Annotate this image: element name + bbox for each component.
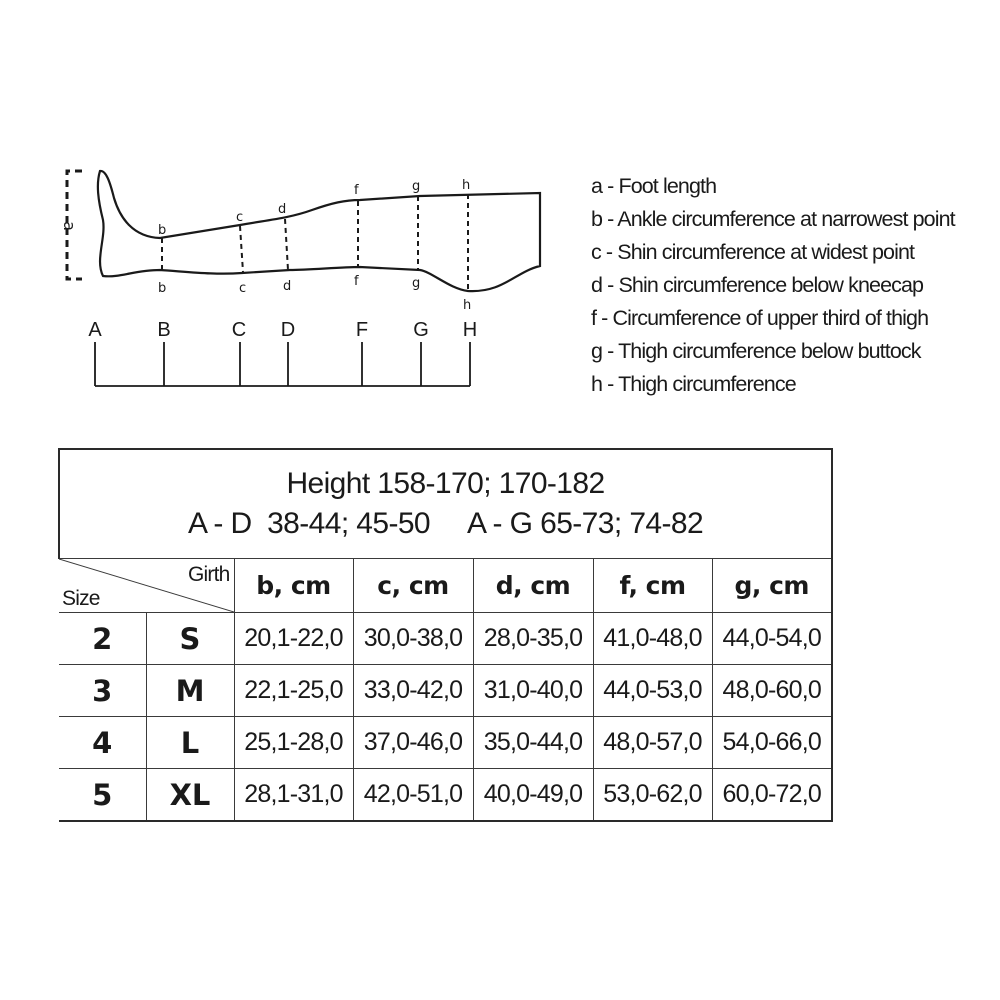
size-letter: XL <box>146 769 234 822</box>
scale-letter-b: B <box>157 319 171 341</box>
scale-letter-d: D <box>280 319 296 341</box>
table-row <box>59 613 832 665</box>
measurement-legend <box>591 170 955 401</box>
point-label-f-bottom: f <box>354 274 359 289</box>
value-d: 35,0-44,0 <box>473 717 593 769</box>
line-d <box>285 219 288 270</box>
table-header-row <box>59 559 832 613</box>
scale-letter-c: C <box>231 319 247 341</box>
column-header-d: d, cm <box>473 559 593 613</box>
point-label-g-bottom: g <box>412 276 421 291</box>
size-number: 2 <box>59 613 146 665</box>
table-title-height: Height 158-170; 170-182 <box>286 467 605 500</box>
legend-item-d: d - Shin circumference below kneecap <box>591 273 924 297</box>
table-corner <box>59 559 234 613</box>
column-header-b: b, cm <box>234 559 353 613</box>
point-label-c-top: c <box>236 210 244 225</box>
value-g: 60,0-72,0 <box>712 769 832 822</box>
legend-item-c: c - Shin circumference at widest point <box>591 240 915 264</box>
value-b: 22,1-25,0 <box>234 665 353 717</box>
legend-item-b: b - Ankle circumference at narrowest point <box>591 207 955 231</box>
value-d: 28,0-35,0 <box>473 613 593 665</box>
value-f: 53,0-62,0 <box>593 769 712 822</box>
point-label-b-bottom: b <box>158 281 167 296</box>
value-c: 33,0-42,0 <box>353 665 473 717</box>
value-f: 48,0-57,0 <box>593 717 712 769</box>
foot-length-label: a <box>60 221 79 231</box>
table-title-lengths: A - D 38-44; 45-50 A - G 65-73; 74-82 <box>187 507 704 540</box>
value-c: 30,0-38,0 <box>353 613 473 665</box>
size-letter: L <box>146 717 234 769</box>
value-b: 28,1-31,0 <box>234 769 353 822</box>
point-label-h-top: h <box>462 178 471 193</box>
table-row <box>59 665 832 717</box>
scale-letter-a: A <box>88 319 102 341</box>
value-b: 20,1-22,0 <box>234 613 353 665</box>
value-c: 42,0-51,0 <box>353 769 473 822</box>
legend-item-h: h - Thigh circumference <box>591 372 796 396</box>
table-row <box>59 717 832 769</box>
value-g: 54,0-66,0 <box>712 717 832 769</box>
scale-letter-h: H <box>462 319 478 341</box>
column-header-f: f, cm <box>593 559 712 613</box>
table-title <box>59 449 832 559</box>
table-row <box>59 769 832 822</box>
point-label-f-top: f <box>354 183 359 198</box>
value-d: 31,0-40,0 <box>473 665 593 717</box>
column-header-c: c, cm <box>353 559 473 613</box>
point-label-g-top: g <box>412 179 421 194</box>
size-letter: M <box>146 665 234 717</box>
value-g: 48,0-60,0 <box>712 665 832 717</box>
value-f: 44,0-53,0 <box>593 665 712 717</box>
table-title-row <box>59 449 832 559</box>
point-label-d-bottom: d <box>283 279 292 294</box>
legend-item-f: f - Circumference of upper third of thigh <box>591 306 929 330</box>
point-label-d-top: d <box>278 202 287 217</box>
column-header-g: g, cm <box>712 559 832 613</box>
length-scale <box>95 342 470 386</box>
point-label-c-bottom: c <box>239 281 247 296</box>
point-label-h-bottom: h <box>463 298 472 313</box>
value-g: 44,0-54,0 <box>712 613 832 665</box>
corner-label-size: Size <box>62 587 100 610</box>
value-d: 40,0-49,0 <box>473 769 593 822</box>
corner-label-girth: Girth <box>187 563 230 586</box>
size-number: 3 <box>59 665 146 717</box>
value-b: 25,1-28,0 <box>234 717 353 769</box>
legend-item-a: a - Foot length <box>591 174 717 198</box>
point-label-b-top: b <box>158 223 167 238</box>
legend-item-g: g - Thigh circumference below buttock <box>591 339 921 363</box>
line-c <box>240 226 243 272</box>
value-f: 41,0-48,0 <box>593 613 712 665</box>
size-number: 4 <box>59 717 146 769</box>
scale-letter-g: G <box>413 319 429 341</box>
size-letter: S <box>146 613 234 665</box>
scale-letter-f: F <box>355 319 369 341</box>
value-c: 37,0-46,0 <box>353 717 473 769</box>
leg-diagram <box>0 0 560 400</box>
size-number: 5 <box>59 769 146 822</box>
size-table <box>58 448 833 822</box>
